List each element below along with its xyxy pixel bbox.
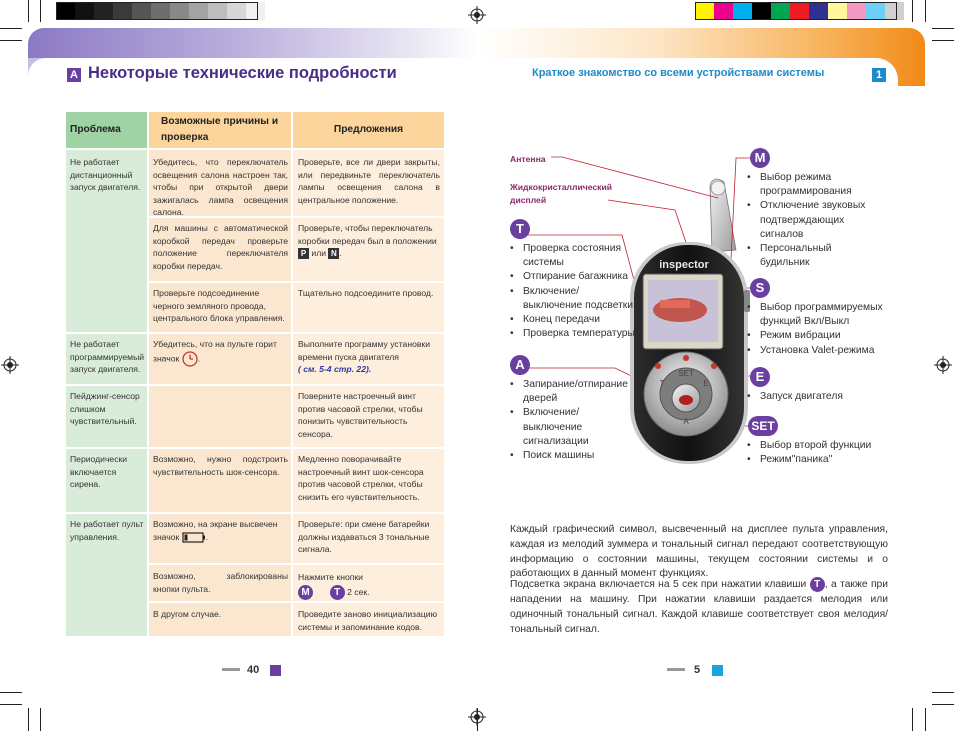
list-item: • Выбор второй функции <box>747 439 887 453</box>
list-item: • Конец передачи <box>510 313 635 327</box>
table-cell-suggestion: Тщательно подсоедините провод. <box>298 288 434 298</box>
s-button-badge: S <box>750 278 770 298</box>
section-number-badge: 1 <box>872 68 886 82</box>
table-cell-problem: Пейджинг-сенсор слишком чувствительный. <box>70 391 140 427</box>
gear-n-icon: N <box>328 248 339 259</box>
s-button-functions <box>747 301 897 358</box>
e-button-functions <box>747 390 887 404</box>
set-key-label: SET <box>678 369 694 378</box>
cause-end: . <box>205 531 209 542</box>
suggestion-or: или <box>311 248 327 259</box>
left-header-corner <box>28 58 68 88</box>
table-cell-suggestion: Проведите заново инициализацию системы и запоминание кодов. <box>298 609 438 632</box>
table-cell-cause: В другом случае. <box>153 609 222 619</box>
list-item: • Отключение звуковых подтверждающих сигналов <box>747 199 877 242</box>
suggestion-end: 2 сек. <box>347 587 370 597</box>
cause-text: Убедитесь, что на пульте горит значок <box>153 339 277 363</box>
gray-strip-border <box>56 2 258 20</box>
list-item: • Поиск машины <box>510 449 635 463</box>
table-cell-cause: Убедитесь, что переключатель освещения салона настроен так, чтобы при открытой двери зажигалась лампа освещения салона. <box>153 157 288 218</box>
table-cell-cause: Возможно, нужно подстроить чувствительность шок-сенсора. <box>153 454 288 477</box>
row-separator <box>66 512 147 514</box>
a-button-functions <box>510 378 635 463</box>
right-section-title: Краткое знакомство со всеми устройствами системы <box>532 67 825 79</box>
battery-icon <box>182 531 209 543</box>
m-button-badge: M <box>750 148 770 168</box>
table-cell-suggestion <box>298 222 440 260</box>
table-cell-cause <box>153 518 288 543</box>
brand-text: inspector <box>659 259 709 271</box>
t-button-badge: T <box>510 219 530 239</box>
crop-mark <box>925 708 926 731</box>
row-separator <box>66 332 147 334</box>
list-item: • Выбор режима программирования <box>747 171 877 199</box>
t-key-label: T <box>659 379 665 388</box>
crop-mark <box>912 708 913 731</box>
crop-mark <box>0 704 22 705</box>
list-item: • Включение/выключение подсветки <box>510 285 635 313</box>
table-header-problem: Проблема <box>66 112 147 148</box>
registration-mark-icon <box>468 6 486 24</box>
table-cell-suggestion: Поверните настроечный винт против часовой стрелки, чтобы понизить чувствительность сенсора. <box>298 391 423 439</box>
crop-mark <box>0 40 22 41</box>
m-button-functions <box>747 171 877 270</box>
description-paragraph: Каждый графический символ, высвеченный на дисплее пульта управления, каждая из мелодий зуммера и тональный сигнал передают соответствующую информацию о состоянии машины, текущем состоянии системы и о работающих в данный момент функциях. <box>510 524 888 580</box>
crop-mark <box>477 708 478 731</box>
crop-mark <box>932 692 954 693</box>
suggestion-text: Выполните программу установки времени пуска двигателя <box>298 339 430 362</box>
set-button-badge: SET <box>748 416 778 436</box>
crop-mark <box>0 692 22 693</box>
list-item: • Проверка температуры <box>510 327 635 341</box>
e-button-badge: E <box>750 367 770 387</box>
cause-end: . <box>197 352 201 363</box>
table-cell-problem: Не работает дистанционный запуск двигателя. <box>70 157 141 193</box>
table-cell-cause <box>153 338 288 367</box>
gear-p-icon: P <box>298 248 309 259</box>
table-cell-suggestion: Проверьте, все ли двери закрыты, или передвиньте переключатель лампы освещения салона в центральное положение. <box>298 157 440 205</box>
list-item: • Режим вибрации <box>747 329 897 343</box>
page-number-mark <box>667 668 685 671</box>
table-cell-suggestion: Проверьте: при смене батарейки должны издаваться 3 тональные сигнала. <box>298 519 430 555</box>
antenna-label: Антенна <box>510 154 546 164</box>
row-separator <box>149 447 444 449</box>
e-key-label: E <box>703 379 709 388</box>
row-separator <box>66 447 147 449</box>
set-button-functions <box>747 439 887 467</box>
cmyk-strip-border <box>695 2 897 20</box>
crop-mark <box>28 708 29 731</box>
list-item: • Запирание/отпирание дверей <box>510 378 635 406</box>
row-separator <box>149 601 444 603</box>
row-separator <box>66 384 147 386</box>
list-item: • Проверка состояния системы <box>510 242 635 270</box>
row-separator <box>149 332 444 334</box>
section-letter-badge: A <box>67 68 81 82</box>
paragraph-text: Подсветка экрана включается на 5 сек при нажатии клавиши <box>510 579 807 591</box>
m-key-icon: M <box>298 585 313 600</box>
list-item: • Персональный будильник <box>747 242 877 270</box>
t-button-functions <box>510 242 635 341</box>
suggestion-text: Нажмите кнопки <box>298 572 363 582</box>
backlight-paragraph <box>510 577 888 637</box>
table-cell-problem: Не работает программируемый запуск двигателя. <box>70 339 145 375</box>
paragraph-text: , а также при нападении на машину. При нажатии клавиши раздается мелодия или одиночный тональный сигнал. Каждой клавише соответствует своя мелодия/тональный сигнал. <box>510 579 888 635</box>
page-number-square <box>270 665 281 676</box>
crop-mark <box>40 708 41 731</box>
page-reference-link[interactable]: ( см. 5-4 стр. 22). <box>298 364 372 375</box>
row-separator <box>149 384 444 386</box>
list-item: • Отпирание багажника <box>510 270 635 284</box>
crop-mark <box>932 28 954 29</box>
table-cell-cause: Возможно, заблокированы кнопки пульта. <box>153 571 288 594</box>
suggestion-end: . <box>339 248 342 259</box>
table-cell-suggestion <box>298 570 440 600</box>
table-cell-problem: Периодически включается сирена. <box>70 454 128 490</box>
list-item: • Установка Valet-режима <box>747 344 897 358</box>
table-header-cause: Возможные причины и проверка <box>149 112 291 148</box>
table-cell-cause: Для машины с автоматической коробкой передач проверьте положение переключателя коробки передач. <box>153 223 288 271</box>
page-title: Некоторые технические подробности <box>88 64 397 82</box>
a-button-badge: A <box>510 355 530 375</box>
table-cell-problem: Не работает пульт управления. <box>70 519 144 542</box>
crop-mark <box>932 704 954 705</box>
table-cell-suggestion: Медленно поворачивайте настроечный винт шок-сенсора против часовой стрелки, чтобы снизить его чувствительность. <box>298 454 424 502</box>
t-key-icon: T <box>330 585 345 600</box>
page-number-square <box>712 665 723 676</box>
crop-mark <box>932 40 954 41</box>
row-separator <box>149 563 444 565</box>
cause-text: Возможно, на экране высвечен значок <box>153 519 278 542</box>
list-item: • Выбор программируемых функций Вкл/Выкл <box>747 301 897 329</box>
row-separator <box>149 281 444 283</box>
table-cell-suggestion <box>298 338 440 376</box>
suggestion-text: Проверьте, чтобы переключатель коробки передач был в положении <box>298 223 437 246</box>
table-cell-cause: Проверьте подсоединение черного земляного провода, центрального блока управления. <box>153 288 285 324</box>
t-key-icon: T <box>810 577 825 592</box>
page-number: 40 <box>247 664 260 676</box>
crop-mark <box>925 0 926 22</box>
list-item: • Включение/выключение сигнализации <box>510 406 635 449</box>
a-key-label: A <box>683 417 689 426</box>
list-item: • Запуск двигателя <box>747 390 887 404</box>
crop-mark <box>40 0 41 22</box>
crop-mark <box>0 28 22 29</box>
lcd-label: Жидкокристаллический дисплей <box>510 182 613 205</box>
list-item: • Режим"паника" <box>747 453 887 467</box>
table-header-suggestion: Предложения <box>293 112 444 148</box>
registration-mark-icon <box>1 356 19 374</box>
clock-icon <box>182 351 201 367</box>
page-number-mark <box>222 668 240 671</box>
page-number: 5 <box>694 664 701 676</box>
registration-mark-icon <box>934 356 952 374</box>
crop-mark <box>912 0 913 22</box>
crop-mark <box>28 0 29 22</box>
row-separator <box>149 512 444 514</box>
